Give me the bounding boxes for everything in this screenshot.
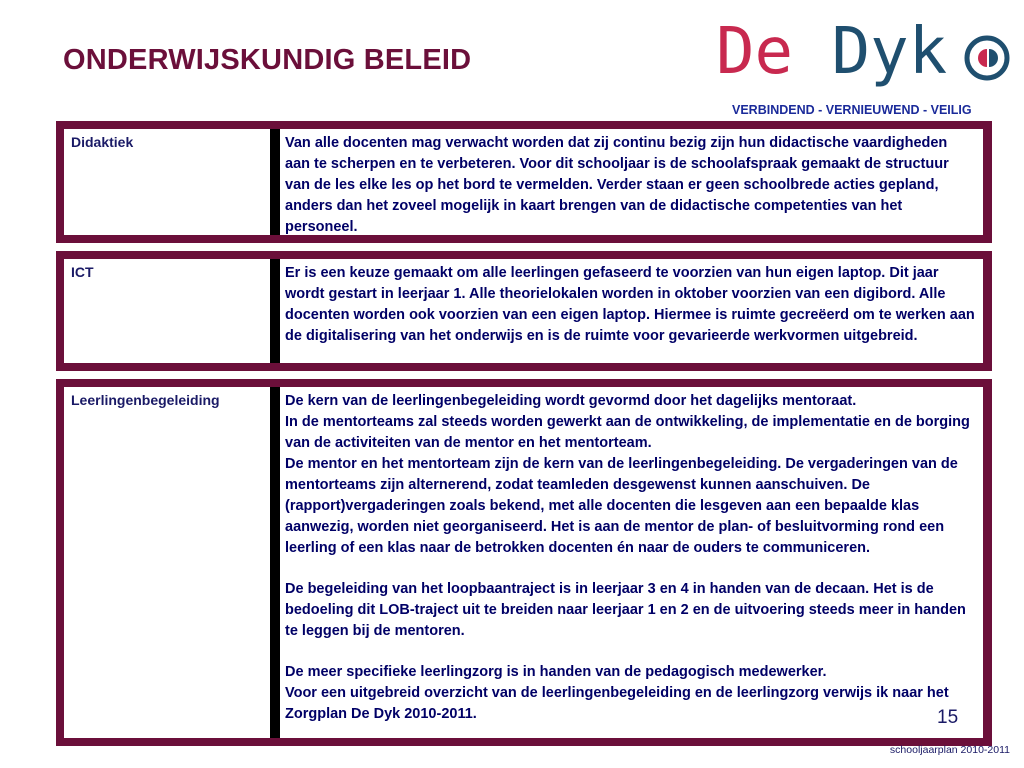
section-paragraph: Van alle docenten mag verwacht worden dat zij continu bezig zijn hun didactische vaardigheden aan te scherpen en te verbeteren. Voor dit schooljaar is de schoolafspraak gemaakt de structuur van de les elke les op het bord te vermelden. Verder staan er geen schoolbrede acties gepland, anders dan het zoveel mogelijk in kaart brengen van de didactische competenties van het personeel. — [285, 135, 949, 235]
school-logo — [716, 12, 1016, 92]
page-title: ONDERWIJSKUNDIG BELEID — [63, 44, 472, 76]
section-paragraph: De mentor en het mentorteam zijn de kern van de leerlingenbegeleiding. De vergaderingen van de mentorteams zijn alternerend, zodat teamleden desgewenst kunnen aanschuiven. De (rapport)vergaderingen zoals bekend, met alle docenten die lesgeven aan een bepaalde klas aanwezig, worden niet georganiseerd. Het is aan de mentor de plan- of besluitvorming rond een leerling of een klas naar de betrokken docenten én naar de ouders te communiceren. — [285, 456, 958, 556]
section-label: Leerlingenbegeleiding — [64, 387, 270, 738]
section-paragraph: De kern van de leerlingenbegeleiding wordt gevormd door het dagelijks mentoraat. — [285, 393, 857, 409]
section-paragraph: In de mentorteams zal steeds worden gewerkt aan de ontwikkeling, de implementatie en de borging van de activiteiten van de mentor en het mentorteam. — [285, 414, 970, 451]
section-ict — [56, 251, 992, 371]
section-paragraph: De begeleiding van het loopbaantraject is in leerjaar 3 en 4 in handen van de decaan. Het is de bedoeling dit LOB-traject uit te breiden naar leerjaar 1 en 2 en de uitvoering steeds meer in handen te leggen bij de mentoren. — [285, 581, 966, 639]
section-paragraph: Er is een keuze gemaakt om alle leerlingen gefaseerd te voorzien van hun eigen laptop. Dit jaar wordt gestart in leerjaar 1. Alle theorielokalen worden in oktober voorzien van een digibord. Alle docenten worden ook voorzien van een eigen laptop. Hiermee is ruimte gecreëerd om te werken aan de digitalisering van het onderwijs en is de ruimte voor gevarieerde werkvormen uitgebreid. — [285, 265, 975, 344]
column-divider — [270, 259, 280, 363]
section-label: ICT — [64, 259, 270, 363]
logo-text-de: De — [716, 15, 794, 89]
page-number: 15 — [937, 707, 959, 728]
section-leerlingenbegeleiding — [56, 379, 992, 746]
logo-text-dyk: Dyk — [831, 15, 948, 89]
section-paragraph: Voor een uitgebreid overzicht van de leerlingenbegeleiding en de leerlingzorg verwijs ik naar het Zorgplan De Dyk 2010-2011. — [285, 685, 949, 722]
tagline: VERBINDEND - VERNIEUWEND - VEILIG — [732, 103, 972, 117]
section-content — [280, 259, 983, 363]
footer-text: schooljaarplan 2010-2011 — [889, 744, 1010, 756]
column-divider — [270, 129, 280, 235]
section-content — [280, 129, 983, 235]
logo-emblem-icon — [964, 35, 1010, 81]
logo-wordmark — [716, 12, 947, 92]
section-label: Didaktiek — [64, 129, 270, 235]
section-content — [280, 387, 983, 738]
section-paragraph: De meer specifieke leerlingzorg is in handen van de pedagogisch medewerker. — [285, 664, 827, 680]
section-didaktiek — [56, 121, 992, 243]
column-divider — [270, 387, 280, 738]
